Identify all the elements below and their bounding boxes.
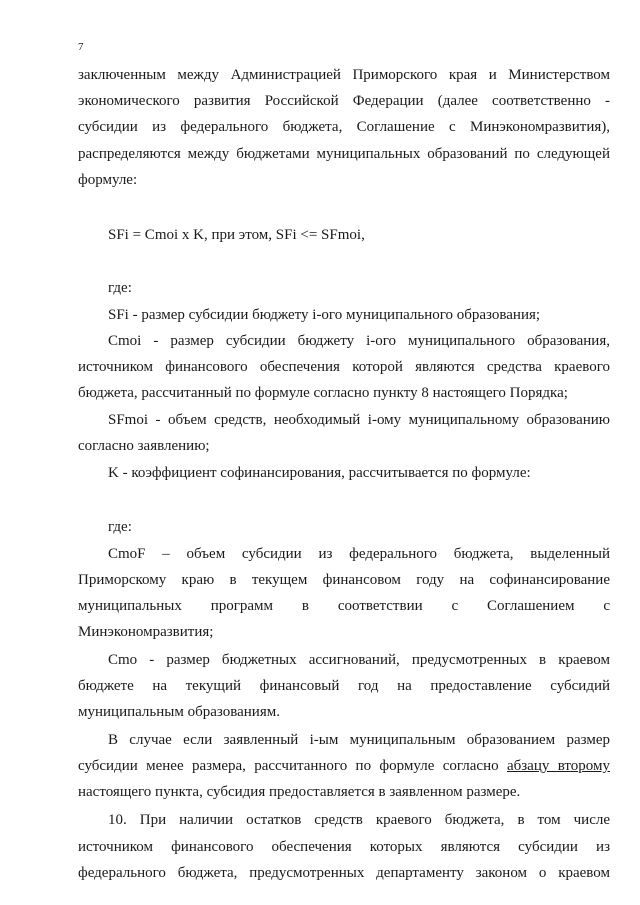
text-line: формуле: [78, 172, 138, 188]
text-line: SFi - размер субсидии бюджету i-ого муниципального образования; [108, 307, 541, 323]
abzac-link[interactable]: абзацу второму [506, 758, 610, 774]
text-line: заключенным между Администрацией Приморского края и Министерством [78, 67, 610, 83]
text-line: муниципальных программ в соответствии с Соглашением с [78, 598, 610, 614]
text-line: экономического развития Российской Федерации (далее соответственно - [78, 93, 610, 109]
text-line: источником финансового обеспечения которой являются средства краевого [78, 359, 610, 375]
text-line: 10. При наличии остатков средств краевого бюджета, в том числе [108, 812, 610, 828]
text-line: бюджете на текущий финансовый год на предоставление субсидий [78, 678, 610, 694]
text-segment: субсидии менее размера, рассчитанного по формуле согласно [78, 758, 507, 774]
text-line: K - коэффициент софинансирования, рассчитывается по формуле: [108, 465, 531, 481]
text-line: CmoF – объем субсидии из федерального бюджета, выделенный [108, 546, 610, 562]
text-line: настоящего пункта, субсидия предоставляется в заявленном размере. [78, 784, 521, 800]
formula-sfi: SFi = Cmoi x K, при этом, SFi <= SFmoi, [108, 227, 365, 243]
where-label: где: [108, 519, 132, 535]
page-number: 7 [78, 41, 84, 53]
text-line: Минэкономразвития; [78, 624, 214, 640]
text-line: муниципальным образованиям. [78, 704, 280, 720]
text-line: субсидии из федерального бюджета, Соглашение с Минэкономразвития), [78, 119, 610, 135]
text-line: SFmoi - объем средств, необходимый i-ому муниципальному образованию [108, 412, 610, 428]
text-line: Приморскому краю в текущем финансовом году на софинансирование [78, 572, 610, 588]
text-line [78, 757, 610, 775]
text-line: Cmo - размер бюджетных ассигнований, предусмотренных в краевом [108, 652, 610, 668]
text-line: Cmoi - размер субсидии бюджету i-ого муниципального образования, [108, 333, 610, 349]
text-line: В случае если заявленный i-ым муниципальным образованием размер [108, 732, 610, 748]
text-line: распределяются между бюджетами муниципальных образований по следующей [78, 146, 610, 162]
text-line: федерального бюджета, предусмотренных департаменту законом о краевом [78, 865, 610, 881]
text-line: источником финансового обеспечения которых являются субсидии из [78, 839, 610, 855]
text-line: согласно заявлению; [78, 438, 210, 454]
where-label: где: [108, 280, 132, 296]
text-line: бюджета, рассчитанный по формуле согласно пункту 8 настоящего Порядка; [78, 385, 568, 401]
